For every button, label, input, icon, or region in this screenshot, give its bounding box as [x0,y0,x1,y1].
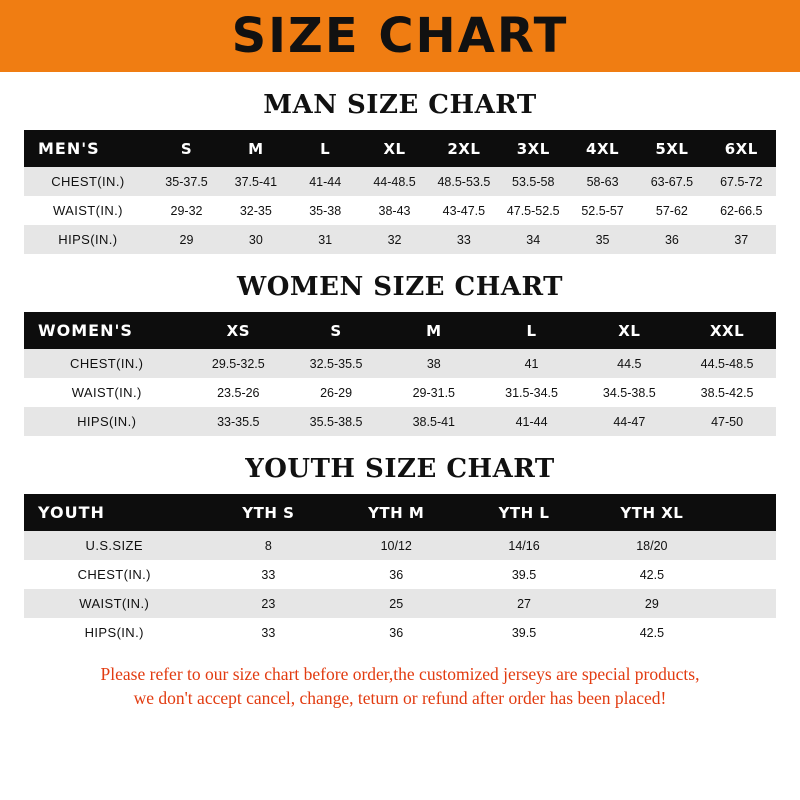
table-cell: 38.5-42.5 [678,378,776,407]
table-cell: 29-31.5 [385,378,483,407]
youth-table-head [24,494,776,531]
table-cell: 44.5 [580,349,678,378]
women-row-label-chest: CHEST(IN.) [24,349,189,378]
youth-col-l: YTH L [460,494,588,531]
men-col-2xl: 2XL [429,130,498,167]
table-cell-spacer [716,560,776,589]
table-cell: 41-44 [483,407,581,436]
table-row [24,378,776,407]
men-row-label-waist: WAIST(IN.) [24,196,152,225]
men-col-4xl: 4XL [568,130,637,167]
table-cell: 32 [360,225,429,254]
table-cell: 43-47.5 [429,196,498,225]
order-policy-note [42,663,758,710]
table-cell-spacer [716,589,776,618]
table-cell: 44.5-48.5 [678,349,776,378]
chart-content [0,90,800,710]
youth-col-m: YTH M [332,494,460,531]
table-cell-spacer [716,618,776,647]
youth-col-spacer [716,494,776,531]
table-cell: 29-32 [152,196,221,225]
table-cell: 29 [588,589,716,618]
table-row [24,225,776,254]
table-cell: 33 [429,225,498,254]
table-row [24,167,776,196]
table-cell-spacer [716,531,776,560]
table-cell: 14/16 [460,531,588,560]
women-row-label-waist: WAIST(IN.) [24,378,189,407]
table-row [24,618,776,647]
table-cell: 37 [707,225,776,254]
table-cell: 47.5-52.5 [499,196,568,225]
table-cell: 30 [221,225,290,254]
table-cell: 41-44 [291,167,360,196]
section-women [24,272,776,436]
table-row [24,560,776,589]
women-col-s: S [287,312,385,349]
men-col-6xl: 6XL [707,130,776,167]
page-title: SIZE CHART [231,8,569,64]
table-cell: 36 [637,225,706,254]
table-cell: 35 [568,225,637,254]
table-cell: 26-29 [287,378,385,407]
table-row [24,589,776,618]
table-cell: 32-35 [221,196,290,225]
men-col-m: M [221,130,290,167]
table-cell: 33 [204,618,332,647]
women-col-xs: XS [189,312,287,349]
women-row-header-label: WOMEN'S [24,312,189,349]
table-cell: 39.5 [460,618,588,647]
youth-row-header-label: YOUTH [24,494,204,531]
table-cell: 48.5-53.5 [429,167,498,196]
women-col-xxl: XXL [678,312,776,349]
section-youth [24,454,776,647]
table-cell: 23.5-26 [189,378,287,407]
youth-table-body [24,531,776,647]
table-header-row [24,494,776,531]
women-table-head [24,312,776,349]
note-line-1: Please refer to our size chart before order,the customized jerseys are special products, [100,664,700,684]
table-cell: 38 [385,349,483,378]
table-cell: 35-37.5 [152,167,221,196]
men-size-table [24,130,776,254]
table-cell: 10/12 [332,531,460,560]
youth-size-table [24,494,776,647]
table-cell: 8 [204,531,332,560]
table-row [24,531,776,560]
women-col-xl: XL [580,312,678,349]
table-cell: 63-67.5 [637,167,706,196]
table-cell: 38-43 [360,196,429,225]
women-size-table [24,312,776,436]
table-cell: 23 [204,589,332,618]
table-header-row [24,130,776,167]
table-cell: 32.5-35.5 [287,349,385,378]
section-title-men: MAN SIZE CHART [263,90,537,120]
note-line-2: we don't accept cancel, change, teturn or refund after order has been placed! [133,687,667,708]
women-col-l: L [483,312,581,349]
table-header-row [24,312,776,349]
table-cell: 31 [291,225,360,254]
table-cell: 35.5-38.5 [287,407,385,436]
women-row-label-hips: HIPS(IN.) [24,407,189,436]
women-col-m: M [385,312,483,349]
table-cell: 31.5-34.5 [483,378,581,407]
table-cell: 36 [332,618,460,647]
header-banner [0,0,800,72]
table-row [24,407,776,436]
youth-row-label-waist: WAIST(IN.) [24,589,204,618]
men-table-head [24,130,776,167]
men-col-3xl: 3XL [499,130,568,167]
table-cell: 29.5-32.5 [189,349,287,378]
table-cell: 57-62 [637,196,706,225]
men-col-s: S [152,130,221,167]
men-col-xl: XL [360,130,429,167]
table-cell: 34.5-38.5 [580,378,678,407]
table-cell: 67.5-72 [707,167,776,196]
men-col-l: L [291,130,360,167]
table-cell: 33-35.5 [189,407,287,436]
table-cell: 25 [332,589,460,618]
section-men [24,90,776,254]
men-table-body [24,167,776,254]
table-cell: 44-48.5 [360,167,429,196]
table-cell: 37.5-41 [221,167,290,196]
section-title-youth: YOUTH SIZE CHART [245,454,555,484]
table-cell: 27 [460,589,588,618]
table-cell: 38.5-41 [385,407,483,436]
youth-row-label-ussize: U.S.SIZE [24,531,204,560]
table-cell: 36 [332,560,460,589]
table-row [24,349,776,378]
men-row-label-hips: HIPS(IN.) [24,225,152,254]
table-cell: 41 [483,349,581,378]
youth-row-label-chest: CHEST(IN.) [24,560,204,589]
table-cell: 39.5 [460,560,588,589]
table-cell: 18/20 [588,531,716,560]
table-cell: 34 [499,225,568,254]
men-col-5xl: 5XL [637,130,706,167]
youth-col-s: YTH S [204,494,332,531]
table-cell: 42.5 [588,618,716,647]
table-row [24,196,776,225]
table-cell: 47-50 [678,407,776,436]
table-cell: 42.5 [588,560,716,589]
men-row-label-chest: CHEST(IN.) [24,167,152,196]
table-cell: 52.5-57 [568,196,637,225]
table-cell: 29 [152,225,221,254]
table-cell: 58-63 [568,167,637,196]
table-cell: 44-47 [580,407,678,436]
table-cell: 53.5-58 [499,167,568,196]
women-table-body [24,349,776,436]
youth-row-label-hips: HIPS(IN.) [24,618,204,647]
table-cell: 62-66.5 [707,196,776,225]
men-row-header-label: MEN'S [24,130,152,167]
youth-col-xl: YTH XL [588,494,716,531]
table-cell: 35-38 [291,196,360,225]
section-title-women: WOMEN SIZE CHART [237,272,563,302]
table-cell: 33 [204,560,332,589]
